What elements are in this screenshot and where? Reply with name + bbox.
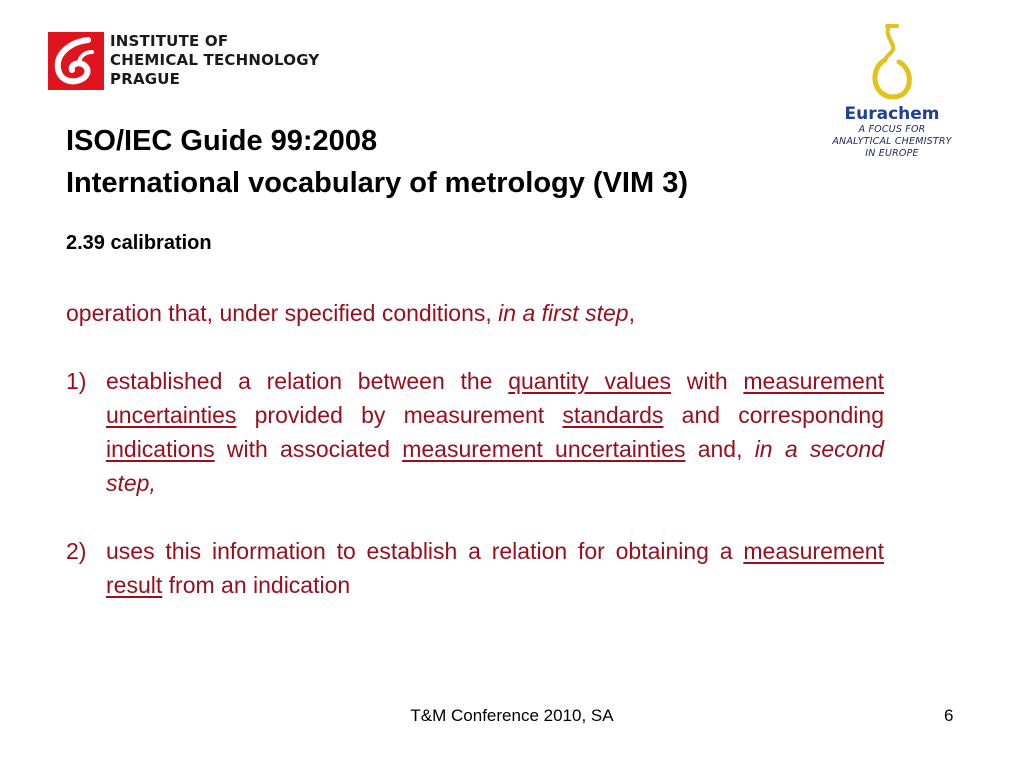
eurachem-flask-icon	[867, 22, 917, 102]
slide-title	[66, 120, 688, 204]
eurachem-logo	[812, 22, 972, 172]
step-text: and,	[685, 436, 755, 462]
intro-end: ,	[628, 300, 635, 326]
footer-conference: T&M Conference 2010, SA	[410, 706, 614, 725]
term-link-indications[interactable]: indications	[106, 436, 215, 462]
step-text: and corresponding	[663, 402, 884, 428]
step-number: 2)	[66, 538, 87, 564]
step-text: with	[671, 368, 744, 394]
institute-name-line: CHEMICAL TECHNOLOGY	[110, 51, 320, 69]
definition-intro	[66, 296, 884, 330]
intro-emphasis: in a first step	[498, 300, 629, 326]
term-link-standards[interactable]: standards	[562, 402, 664, 428]
slide-title-line-2: International vocabulary of metrology (VIM 3)	[66, 167, 688, 199]
step-text: uses this information to establish a relation for obtaining a	[106, 538, 744, 564]
term-link-measurement-uncertainties[interactable]: measurement uncertainties	[106, 368, 885, 428]
step-text: established a relation between the	[106, 368, 509, 394]
step-number: 1)	[66, 368, 87, 394]
definition-step-1	[66, 364, 884, 500]
eurachem-tagline-line: IN EUROPE	[865, 148, 919, 159]
institute-name-line: INSTITUTE OF	[110, 32, 229, 50]
step-emphasis: in a second step,	[106, 436, 884, 496]
intro-text: operation that, under specified conditions,	[66, 300, 499, 326]
term-link-quantity-values[interactable]: quantity values	[508, 368, 671, 394]
definition-step-2	[66, 534, 884, 602]
page-number: 6	[944, 706, 954, 725]
term-link-measurement-uncertainties[interactable]: measurement uncertainties	[402, 436, 686, 462]
eurachem-tagline-line: ANALYTICAL CHEMISTRY	[832, 136, 952, 147]
term-link-measurement-result[interactable]: measurement result	[106, 538, 884, 598]
step-text: provided by measurement	[236, 402, 563, 428]
institute-name	[110, 32, 319, 89]
institute-logo	[48, 32, 348, 90]
step-text: with associated	[214, 436, 403, 462]
eurachem-tagline-line: A FOCUS FOR	[858, 124, 926, 135]
institute-logo-icon	[48, 32, 104, 90]
step-text: from an indication	[162, 572, 351, 598]
definition-text	[66, 296, 884, 602]
term-heading: 2.39 calibration	[66, 232, 212, 254]
institute-name-line: PRAGUE	[110, 70, 181, 88]
definition-steps	[66, 364, 884, 602]
eurachem-name: Eurachem	[844, 104, 940, 124]
slide-title-line-1: ISO/IEC Guide 99:2008	[66, 125, 378, 157]
